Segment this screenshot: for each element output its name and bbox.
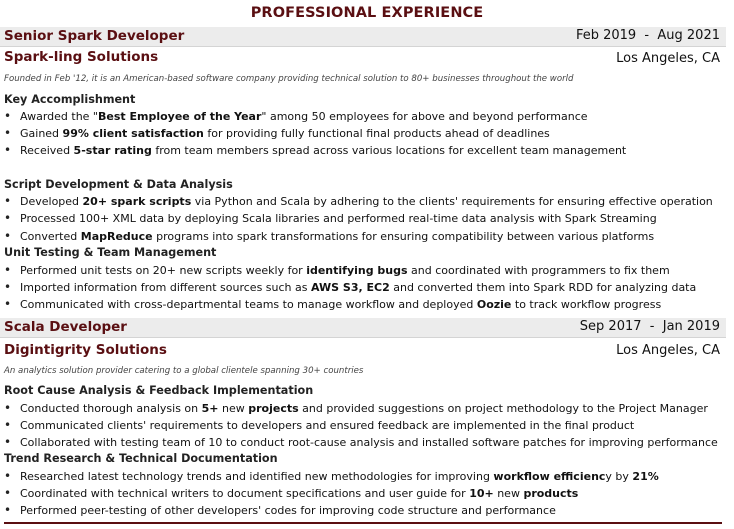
job-dates: Sep 2017 - Jan 2019 — [579, 319, 720, 334]
bullet-item — [4, 125, 550, 141]
bullet-text: new — [493, 487, 524, 500]
bullet-emphasis: Oozie — [476, 298, 512, 311]
bullet-item — [4, 434, 718, 450]
section-title: PROFESSIONAL EXPERIENCE — [250, 5, 484, 21]
bottom-divider — [4, 522, 722, 524]
bullet-item — [4, 296, 661, 312]
bullet-dot: • — [4, 211, 12, 225]
company-name: Spark-ling Solutions — [4, 49, 159, 65]
bullet-dot: • — [4, 126, 12, 140]
group-heading: Key Accomplishment — [4, 93, 136, 106]
bullet-dot: • — [4, 297, 12, 311]
bullet-text: Conducted thorough analysis on — [20, 402, 202, 415]
bullet-emphasis: Best Employee of the Year — [97, 110, 262, 123]
bullet-emphasis: workflow efficienc — [493, 470, 606, 483]
company-description: An analytics solution provider catering to a global clientele spanning 30+ countries — [4, 366, 364, 376]
company-description: Founded in Feb '12, it is an American-based software company providing technical solution to 80+ businesses throughout the world — [4, 74, 574, 84]
bullet-dot: • — [4, 435, 12, 449]
job-dates: Feb 2019 - Aug 2021 — [575, 28, 720, 43]
bullet-emphasis: products — [523, 487, 579, 500]
job-header-bar — [0, 27, 726, 47]
bullet-text: new — [218, 402, 249, 415]
bullet-text: Coordinated with technical writers to document specifications and user guide for — [20, 487, 470, 500]
job-header-bar — [0, 318, 726, 338]
bullet-item — [4, 108, 588, 124]
bullet-text: Communicated with cross-departmental teams to manage workflow and deployed — [20, 298, 477, 311]
bullet-emphasis: MapReduce — [80, 230, 153, 243]
bullet-text: Performed unit tests on 20+ new scripts weekly for — [20, 264, 307, 277]
bullet-dot: • — [4, 229, 12, 243]
bullet-text: y by — [605, 470, 633, 483]
bullet-dot: • — [4, 486, 12, 500]
bullet-item — [4, 400, 708, 416]
bullet-dot: • — [4, 469, 12, 483]
bullet-item — [4, 142, 626, 158]
group-heading: Trend Research & Technical Documentation — [4, 452, 278, 465]
bullet-text: and coordinated with programmers to fix them — [407, 264, 670, 277]
bullet-item — [4, 468, 659, 484]
bullet-item — [4, 485, 578, 501]
bullet-text: Processed 100+ XML data by deploying Scala libraries and performed real-time data analysis with Spark Streaming — [20, 212, 657, 225]
bullet-item — [4, 193, 713, 209]
bullet-emphasis: 21% — [632, 470, 659, 483]
bullet-emphasis: 20+ spark scripts — [82, 195, 192, 208]
bullet-dot: • — [4, 194, 12, 208]
bullet-item — [4, 502, 556, 518]
bullet-emphasis: 99% client satisfaction — [62, 127, 204, 140]
bullet-item — [4, 210, 657, 226]
bullet-text: Awarded the " — [20, 110, 98, 123]
bullet-text: and converted them into Spark RDD for analyzing data — [389, 281, 697, 294]
bullet-dot: • — [4, 503, 12, 517]
bullet-emphasis: 5+ — [201, 402, 219, 415]
bullet-text: Received — [20, 144, 74, 157]
bullet-emphasis: 10+ — [469, 487, 494, 500]
bullet-emphasis: identifying bugs — [306, 264, 408, 277]
bullet-text: to track workflow progress — [511, 298, 662, 311]
company-name: Digintigrity Solutions — [4, 342, 167, 358]
bullet-text: Converted — [20, 230, 81, 243]
bullet-dot: • — [4, 401, 12, 415]
bullet-dot: • — [4, 109, 12, 123]
group-heading: Unit Testing & Team Management — [4, 246, 217, 259]
bullet-text: for providing fully functional final products ahead of deadlines — [203, 127, 550, 140]
bullet-text: Researched latest technology trends and identified new methodologies for improving — [20, 470, 494, 483]
bullet-text: Gained — [20, 127, 63, 140]
bullet-item — [4, 262, 670, 278]
bullet-text: Communicated clients' requirements to developers and ensured feedback are implemented in the final product — [20, 419, 635, 432]
bullet-emphasis: projects — [248, 402, 299, 415]
bullet-emphasis: AWS S3, EC2 — [311, 281, 390, 294]
bullet-text: and provided suggestions on project methodology to the Project Manager — [298, 402, 708, 415]
job-title: Scala Developer — [4, 319, 127, 335]
bullet-item — [4, 417, 634, 433]
job-title: Senior Spark Developer — [4, 28, 185, 44]
bullet-text: programs into spark transformations for ensuring compatibility between various platforms — [152, 230, 655, 243]
bullet-text: Collaborated with testing team of 10 to conduct root-cause analysis and installed software patches for improving performance — [20, 436, 718, 449]
bullet-dot: • — [4, 280, 12, 294]
bullet-dot: • — [4, 143, 12, 157]
bullet-dot: • — [4, 418, 12, 432]
bullet-text: Developed — [20, 195, 83, 208]
bullet-item — [4, 228, 654, 244]
bullet-text: via Python and Scala by adhering to the clients' requirements for ensuring effective operation — [191, 195, 713, 208]
group-heading: Script Development & Data Analysis — [4, 178, 233, 191]
job-location: Los Angeles, CA — [616, 343, 720, 358]
bullet-text: from team members spread across various locations for excellent team management — [151, 144, 627, 157]
bullet-emphasis: 5-star rating — [73, 144, 152, 157]
bullet-item — [4, 279, 696, 295]
group-heading: Root Cause Analysis & Feedback Implementation — [4, 384, 314, 397]
bullet-text: " among 50 employees for above and beyond performance — [261, 110, 588, 123]
job-location: Los Angeles, CA — [616, 51, 720, 66]
bullet-dot: • — [4, 263, 12, 277]
bullet-text: Imported information from different sources such as — [20, 281, 311, 294]
bullet-text: Performed peer-testing of other developers' codes for improving code structure and performance — [20, 504, 556, 517]
